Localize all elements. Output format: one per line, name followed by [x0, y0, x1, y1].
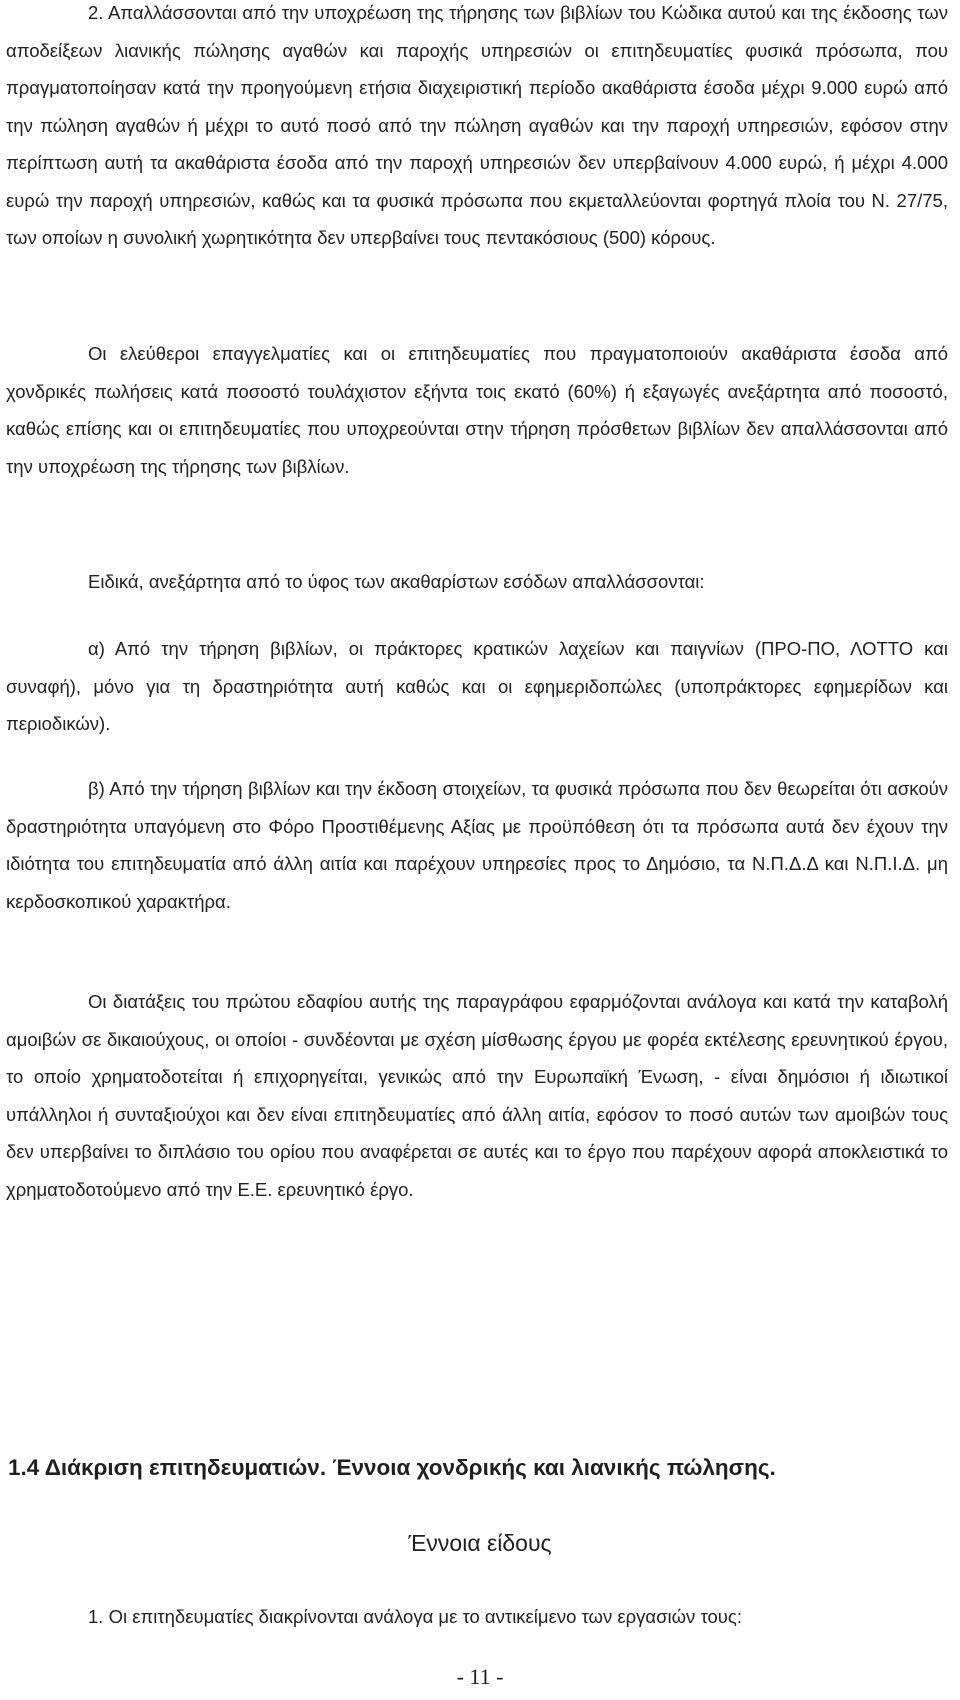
- paragraph-special-exemptions-intro: Ειδικά, ανεξάρτητα από το ύφος των ακαθαρίστων εσόδων απαλλάσσονται:: [88, 571, 705, 592]
- paragraph-research-payments: Οι διατάξεις του πρώτου εδαφίου αυτής της παραγράφου εφαρμόζονται ανάλογα και κατά την καταβολή αμοιβών σε δικαιούχους, οι οποίοι - συνδέονται με σχέση μίσθωσης έργου με φορέα εκτέλεσης ερευνητικού έργου, το οποίο χρηματοδοτείται ή επιχορηγείται, γενικώς από την Ευρωπαϊκή Ένωση, - είναι δημόσιοι ή ιδιωτικοί υπάλληλοι ή συνταξιούχοι και δεν είναι επιτηδευματίες από άλλη αιτία, εφόσον το ποσό αυτών των αμοιβών τους δεν υπερβαίνει το διπλάσιο του ορίου που αναφέρεται σε αυτές και το έργο που παρέχουν αφορά αποκλειστικά το χρηματοδοτούμενο από την Ε.Ε. ερευνητικό έργο.: [6, 991, 948, 1200]
- section-heading: 1.4 Διάκριση επιτηδευματιών. Έννοια χονδρικής και λιανικής πώλησης.: [8, 1455, 776, 1480]
- paragraph-exemption-a: α) Από την τήρηση βιβλίων, οι πράκτορες κρατικών λαχείων και παιγνίων (ΠΡΟ-ΠΟ, ΛΟΤΤΟ και συναφή), μόνο για τη δραστηριότητα αυτή καθώς και οι εφημεριδοπώλες (υποπράκτορες εφημερίδων και περιοδικών).: [6, 638, 948, 734]
- paragraph-professionals-not-exempt: Οι ελεύθεροι επαγγελματίες και οι επιτηδευματίες που πραγματοποιούν ακαθάριστα έσοδα από χονδρικές πωλήσεις κατά ποσοστό τουλάχιστον εξήντα τοις εκατό (60%) ή εξαγωγές ανεξάρτητα από ποσοστό, καθώς επίσης και οι επιτηδευματίες που υποχρεούνται στην τήρηση πρόσθετων βιβλίων δεν απαλλάσσονται από την υποχρέωση της τήρησης των βιβλίων.: [6, 343, 948, 477]
- numbered-list-item: 1. Οι επιτηδευματίες διακρίνονται ανάλογα με το αντικείμενο των εργασιών τους:: [88, 1606, 742, 1627]
- paragraph-exemption-small-income: 2. Απαλλάσσονται από την υποχρέωση της τήρησης των βιβλίων του Κώδικα αυτού και της έκδοσης των αποδείξεων λιανικής πώλησης αγαθών και παροχής υπηρεσιών οι επιτηδευματίες φυσικά πρόσωπα, που πραγματοποίησαν κατά την προηγούμενη ετήσια διαχειριστική περίοδο ακαθάριστα έσοδα μέχρι 9.000 ευρώ από την πώληση αγαθών ή μέχρι το αυτό ποσό από την πώληση αγαθών και την παροχή υπηρεσιών, εφόσον στην περίπτωση αυτή τα ακαθάριστα έσοδα από την παροχή υπηρεσιών δεν υπερβαίνουν 4.000 ευρώ, ή μέχρι 4.000 ευρώ την παροχή υπηρεσιών, καθώς και τα φυσικά πρόσωπα που εκμεταλλεύονται φορτηγά πλοία του Ν. 27/75, των οποίων η συνολική χωρητικότητα δεν υπερβαίνει τους πεντακόσιους (500) κόρους.: [6, 2, 948, 248]
- paragraph-exemption-b: β) Από την τήρηση βιβλίων και την έκδοση στοιχείων, τα φυσικά πρόσωπα που δεν θεωρείται ότι ασκούν δραστηριότητα υπαγόμενη στο Φόρο Προστιθέμενης Αξίας με προϋπόθεση ότι τα πρόσωπα αυτά δεν έχουν την ιδιότητα του επιτηδευματία από άλλη αιτία και παρέχουν υπηρεσίες προς το Δημόσιο, τα Ν.Π.Δ.Δ και Ν.Π.Ι.Δ. μη κερδοσκοπικού χαρακτήρα.: [6, 778, 948, 912]
- page-number: - 11 -: [456, 1664, 504, 1689]
- subsection-heading: Έννοια είδους: [408, 1530, 552, 1556]
